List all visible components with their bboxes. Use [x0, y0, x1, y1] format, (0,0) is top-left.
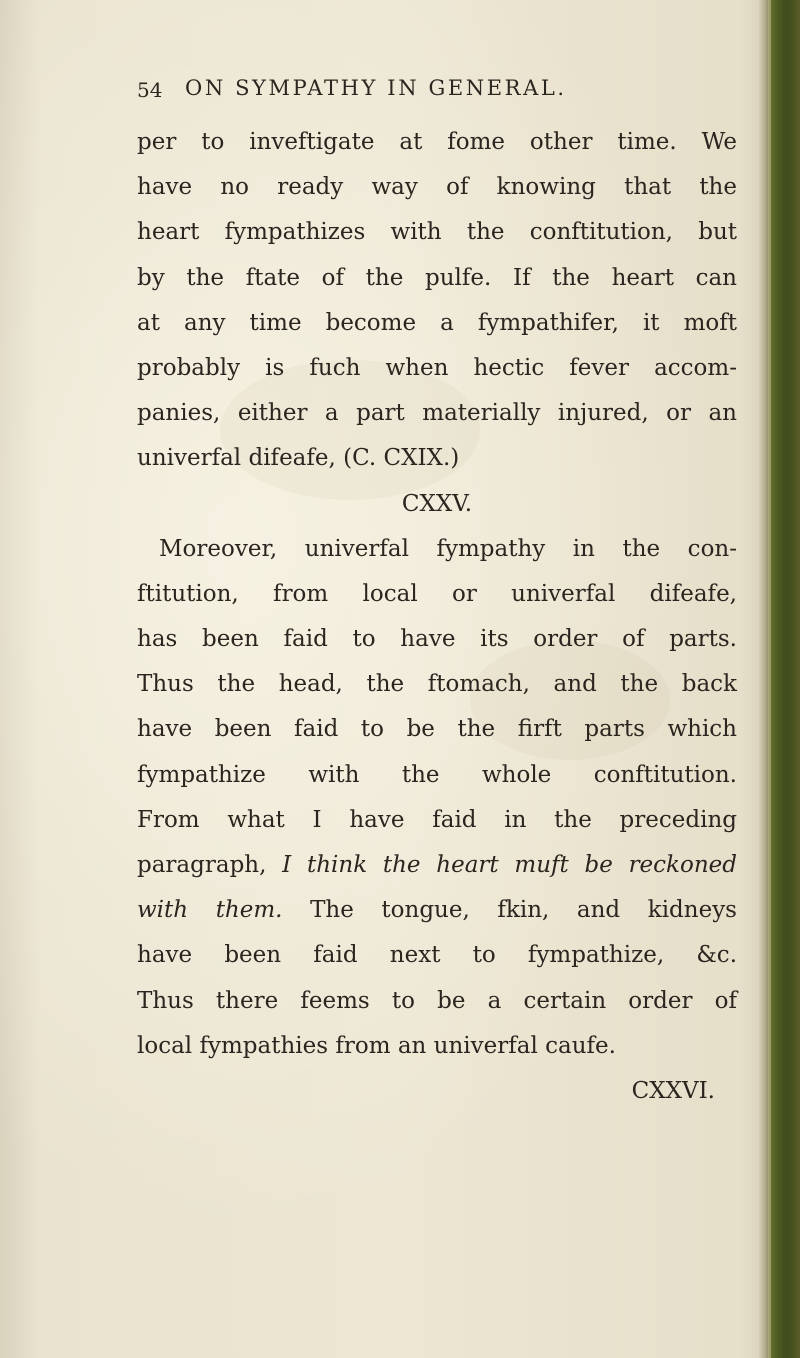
text-line-italic: [137, 888, 737, 933]
text-line: panies, either a part materially injured, or an: [137, 400, 737, 427]
page-header: [137, 74, 737, 114]
page-text: [137, 120, 737, 1114]
running-head: ON SYMPATHY IN GENERAL.: [185, 76, 567, 100]
text-line: fympathize with the whole conftitution.: [137, 761, 737, 788]
text-line: ftitution, from local or univerfal difeafe,: [137, 580, 737, 607]
book-binding-edge: [758, 0, 800, 1358]
section-heading: CXXV.: [401, 490, 473, 517]
text-line: Thus there feems to be a certain order of: [137, 987, 737, 1014]
page-number: 54: [137, 78, 163, 102]
text-line: univerfal difeafe, (C. CXIX.): [137, 445, 460, 472]
catchword: CXXVI.: [631, 1077, 715, 1104]
text-line: Moreover, univerfal fympathy in the con-: [159, 535, 737, 562]
text-line: have been faid next to fympathize, &c.: [137, 942, 737, 969]
text-line-italic: [137, 843, 737, 888]
text-line: Thus the head, the ftomach, and the back: [137, 671, 737, 698]
text-line: local fympathies from an univerfal caufe.: [137, 1032, 616, 1059]
italic-segment: I think the heart muft be reckoned: [282, 852, 737, 878]
text-line: heart fympathizes with the conftitution, but: [137, 219, 737, 246]
text-line: have been faid to be the firft parts which: [137, 716, 737, 743]
text-line: probably is fuch when hectic fever accom-: [137, 354, 737, 381]
text-line: have no ready way of knowing that the: [137, 174, 737, 201]
italic-segment: with them.: [137, 897, 283, 924]
text-line: From what I have faid in the preceding: [137, 806, 737, 833]
text-line: by the ftate of the pulfe. If the heart can: [137, 264, 737, 291]
text-line: has been faid to have its order of parts.: [137, 626, 737, 653]
text-line: per to inveftigate at fome other time. We: [137, 129, 737, 155]
text-line: at any time become a fympathifer, it moft: [137, 309, 737, 336]
text-segment: paragraph,: [137, 852, 283, 878]
text-segment: The tongue, fkin, and kidneys: [282, 897, 737, 924]
